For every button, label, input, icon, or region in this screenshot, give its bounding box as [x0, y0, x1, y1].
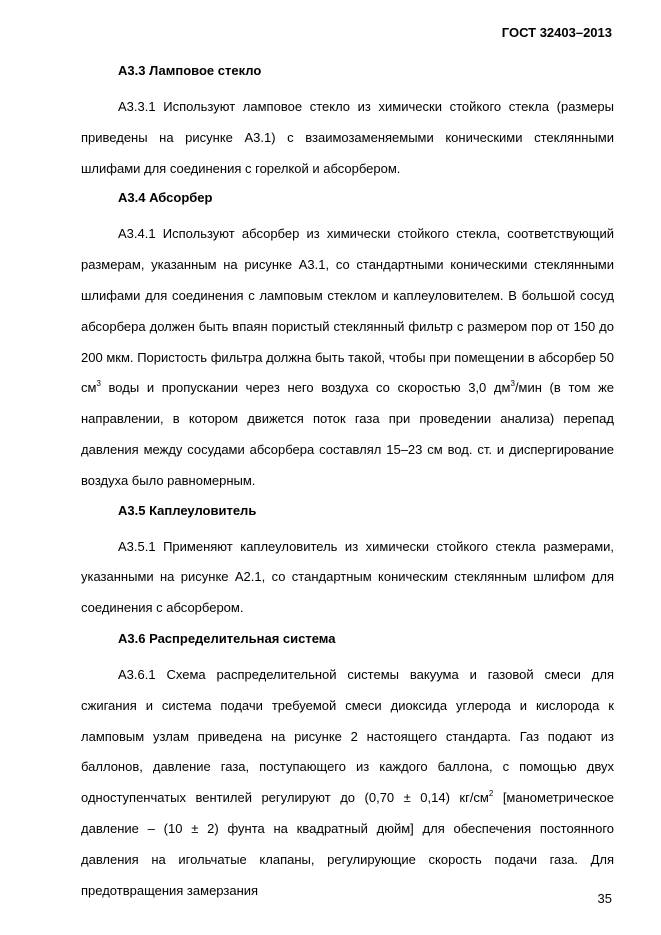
section-heading-a3-4: А3.4 Абсорбер	[118, 190, 213, 206]
paragraph-a3-3-1: А3.3.1 Используют ламповое стекло из химически стойкого стекла (размеры приведены на рисунке А3.1) с взаимозаменяемыми коническими стеклянными шлифами для соединения с горелкой и абсорбером.	[81, 99, 614, 176]
paragraph-text: [манометрическое давление – (10 ± 2) фунта на квадратный дюйм] для обеспечения постоянного давления на игольчатые клапаны, регулирующие скорость подачи газа. Для предотвращения замерзания	[81, 790, 614, 898]
superscript: 2	[488, 789, 494, 799]
section-heading-a3-5: А3.5 Каплеуловитель	[118, 502, 257, 518]
paragraph-text: А3.4.1 Используют абсорбер из химически стойкого стекла, соответствующий размерам, указанным на рисунке А3.1, со стандартными коническими стеклянными шлифами для соединения с ламповым стеклом и каплеуловителем. В большой сосуд абсорбера должен быть впаян пористый стеклянный фильтр с размером пор от 150 до 200 мкм. Пористость фильтра должна быть такой, чтобы при помещении в абсорбер 50 см	[81, 226, 614, 396]
paragraph-a3-5-1: А3.5.1 Применяют каплеуловитель из химически стойкого стекла размерами, указанными на рисунке А2.1, со стандартным коническим стеклянным шлифом для соединения с абсорбером.	[81, 538, 614, 616]
paragraph-text: /мин (в том же направлении, в котором движется поток газа при проведении анализа) перепад давления между сосудами абсорбера составлял 15–23 см вод. ст. и диспергирование воздуха было равномерным.	[81, 380, 614, 488]
section-heading-a3-6: А3.6 Распределительная система	[118, 630, 336, 646]
superscript: 3	[96, 379, 101, 389]
superscript: 3	[510, 379, 515, 389]
paragraph-a3-4-1	[81, 219, 614, 496]
document-id: ГОСТ 32403–2013	[501, 25, 612, 40]
section-heading-a3-3: А3.3 Ламповое стекло	[118, 63, 262, 78]
page-content	[81, 63, 614, 906]
paragraph-text: воды и пропускании через него воздуха со скоростью 3,0 дм	[100, 380, 511, 396]
paragraph-text: А3.6.1 Схема распределительной системы вакуума и газовой смеси для сжигания и система подачи требуемой смеси диоксида углерода и кислорода к ламповым узлам приведена на рисунке 2 настоящего стандарта. Газ подают из баллонов, давление газа, поступающего из каждого баллона, с помощью двух одноступенчатых вентилей регулируют до (0,70 ± 0,14) кг/см	[81, 666, 614, 806]
paragraph-a3-6-1	[81, 660, 614, 906]
page-number: 35	[597, 891, 612, 906]
